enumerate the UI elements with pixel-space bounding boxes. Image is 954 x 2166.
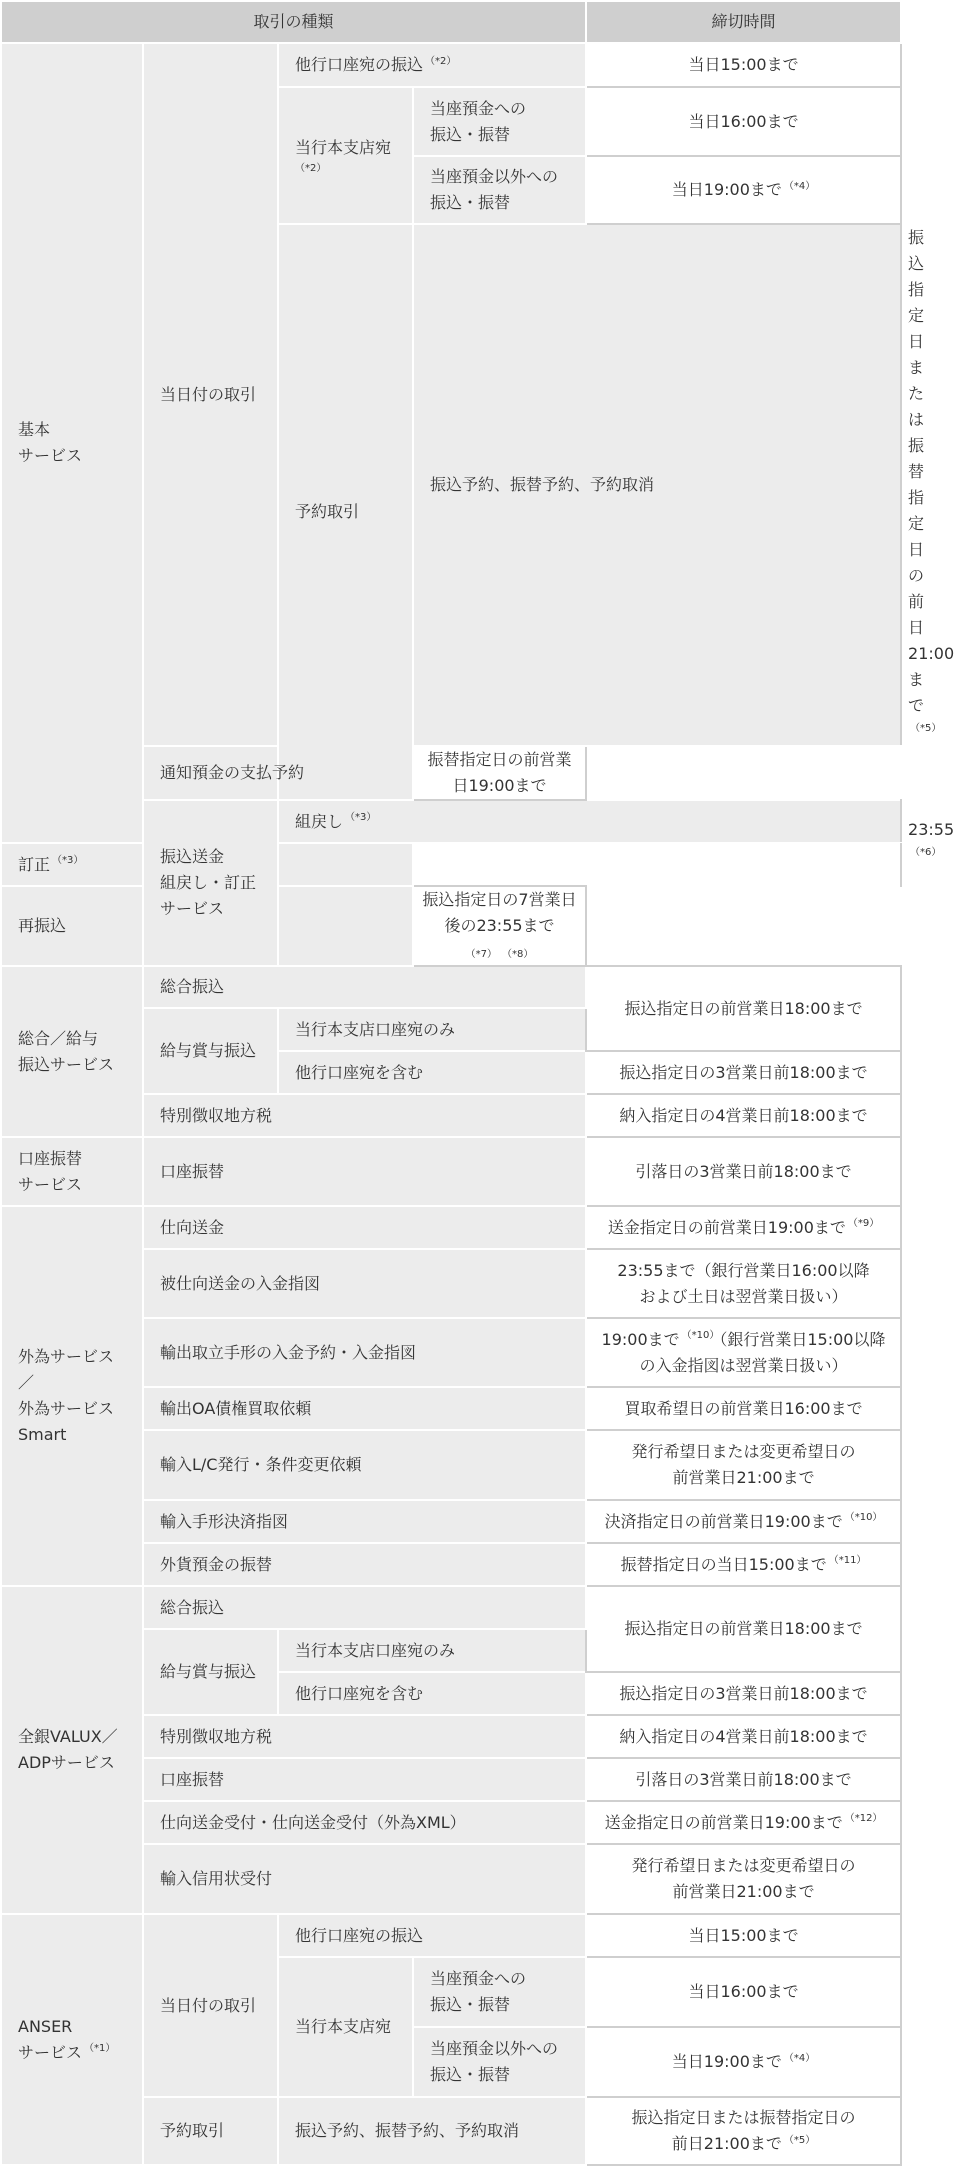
- table-row: [1, 1914, 901, 1957]
- item-koza: 口座振替: [143, 1758, 586, 1801]
- item-refurikomi: 再振込: [1, 886, 413, 966]
- service-gaitame: 外為サービス／ 外為サービス Smart: [1, 1206, 143, 1586]
- deadline-cell: 納入指定日の4営業日前18:00まで: [586, 1094, 901, 1137]
- table-row: [1, 1137, 901, 1206]
- deadline-cell: 振込指定日の7営業日後の23:55まで （*7） （*8）: [413, 886, 586, 966]
- deadline-cell: 当日15:00まで: [586, 43, 901, 87]
- deadline-cell: 振込指定日の3営業日前18:00まで: [586, 1672, 901, 1715]
- item-incl-other: 他行口座宛を含む: [278, 1051, 586, 1094]
- deadline-cell: 当日15:00まで: [586, 1914, 901, 1957]
- item-shimuke: 仕向送金: [143, 1206, 586, 1249]
- service-anser: ANSER サービス $^{(*1)}$: [1, 1914, 143, 2165]
- service-furikomi: 振込送金 組戻し・訂正 サービス: [143, 800, 278, 966]
- item-notice: 通知預金の支払予約: [143, 746, 413, 800]
- item-yunyu-tegata: 輸入手形決済指図: [143, 1500, 586, 1543]
- deadline-cell: 当日16:00まで: [586, 1957, 901, 2027]
- item-reserve: 振込予約、振替予約、予約取消: [278, 2097, 586, 2165]
- table-row: [1, 966, 901, 1008]
- item-sogo: 総合振込: [143, 1586, 586, 1629]
- item-own-only: 当行本支店口座宛のみ: [278, 1629, 586, 1672]
- item-kyuyo: 給与賞与振込: [143, 1008, 278, 1094]
- service-zengin: 全銀VALUX／ ADPサービス: [1, 1586, 143, 1914]
- item-own-branch: 当行本支店宛: [278, 1957, 413, 2097]
- deadline-cell: 送金指定日の前営業日19:00まで $^{(*9)}$: [586, 1206, 901, 1249]
- item-yushutsu-tegata: 輸出取立手形の入金予約・入金指図: [143, 1318, 586, 1387]
- item-lc: 輸入L/C発行・条件変更依頼: [143, 1430, 586, 1500]
- deadline-cell: 振替指定日の前営業日19:00まで: [413, 746, 586, 800]
- table-row: [1, 1206, 901, 1249]
- table-row: [1, 886, 901, 966]
- deadline-cell: 振込指定日または振替指定日の 前日21:00まで $^{(*5)}$: [586, 2097, 901, 2165]
- deadline-cell: 発行希望日または変更希望日の 前営業日21:00まで: [586, 1430, 901, 1500]
- item-sogo: 総合振込: [143, 966, 586, 1008]
- item-reserve: 振込予約、振替予約、予約取消: [413, 224, 901, 746]
- service-sogo: 総合／給与 振込サービス: [1, 966, 143, 1137]
- deadline-cell: 当日19:00まで $^{(*4)}$: [586, 156, 901, 224]
- column-header-type: 取引の種類: [1, 1, 586, 43]
- item-kumimodoshi: 組戻し $^{(*3)}$: [278, 800, 901, 843]
- item-gaika: 外貨預金の振替: [143, 1543, 586, 1586]
- item-own-only: 当行本支店口座宛のみ: [278, 1008, 586, 1051]
- item-other-bank: 他行口座宛の振込: [278, 1914, 586, 1957]
- item-own-branch: 当行本支店宛 （*2）: [278, 87, 413, 224]
- item-other-bank: 他行口座宛の振込 $^{(*2)}$: [278, 43, 586, 87]
- item-kyuyo: 給与賞与振込: [143, 1629, 278, 1715]
- category-reserve: 予約取引: [143, 2097, 278, 2165]
- deadline-cell: 振替指定日の当日15:00まで $^{(*11)}$: [586, 1543, 901, 1586]
- service-koza: 口座振替 サービス: [1, 1137, 143, 1206]
- table-row: [1, 43, 901, 87]
- deadline-cell: 引落日の3営業日前18:00まで: [586, 1758, 901, 1801]
- table-row: 予約取引 振込予約、振替予約、予約取消 振込指定日または振替指定日の 前日21:00まで$^{(*5)}$: [1, 224, 901, 746]
- item-tokubetsu: 特別徴収地方税: [143, 1094, 586, 1137]
- category-reserve: 予約取引: [278, 224, 413, 800]
- deadline-cell: 振込指定日の前営業日18:00まで: [586, 966, 901, 1051]
- deadline-cell: 当日19:00まで $^{(*4)}$: [586, 2027, 901, 2097]
- item-oa: 輸出OA債権買取依頼: [143, 1387, 586, 1430]
- deadline-cell: 納入指定日の4営業日前18:00まで: [586, 1715, 901, 1758]
- column-header-deadline: 締切時間: [586, 1, 901, 43]
- deadline-cell: 振込指定日の前営業日18:00まで: [586, 1586, 901, 1672]
- deadline-cell: 19:00まで $^{(*10)}$（銀行営業日15:00以降 の入金指図は翌営業日扱い）: [586, 1318, 901, 1387]
- deadline-cell: 振込指定日の3営業日前18:00まで: [586, 1051, 901, 1094]
- deadline-cell: 引落日の3営業日前18:00まで: [586, 1137, 901, 1206]
- item-not-current: 当座預金以外への 振込・振替: [413, 156, 586, 224]
- table-row: [1, 843, 901, 886]
- item-teisei: 訂正 $^{(*3)}$: [1, 843, 413, 886]
- item-tokubetsu: 特別徴収地方税: [143, 1715, 586, 1758]
- table-row: 振込送金 組戻し・訂正 サービス 組戻し $^{(*3)}$ $23:55^{(*6)}$: [1, 800, 901, 843]
- table-row: [1, 1586, 901, 1629]
- deadline-cell: 買取希望日の前営業日16:00まで: [586, 1387, 901, 1430]
- item-to-current: 当座預金への 振込・振替: [413, 1957, 586, 2027]
- deadline-cell: 送金指定日の前営業日19:00まで $^{(*12)}$: [586, 1801, 901, 1844]
- item-koza: 口座振替: [143, 1137, 586, 1206]
- item-not-current: 当座預金以外への 振込・振替: [413, 2027, 586, 2097]
- item-shimuke-xml: 仕向送金受付・仕向送金受付（外為XML）: [143, 1801, 586, 1844]
- deadline-cell: 当日16:00まで: [586, 87, 901, 156]
- deadline-cell: 決済指定日の前営業日19:00まで $^{(*10)}$: [586, 1500, 901, 1543]
- table-header-row: [1, 1, 901, 43]
- item-hishimuke: 被仕向送金の入金指図: [143, 1249, 586, 1318]
- service-kihon: 基本 サービス: [1, 43, 143, 843]
- item-to-current: 当座預金への 振込・振替: [413, 87, 586, 156]
- deadline-cell: 発行希望日または変更希望日の 前営業日21:00まで: [586, 1844, 901, 1914]
- item-incl-other: 他行口座宛を含む: [278, 1672, 586, 1715]
- category-sameday: 当日付の取引: [143, 43, 278, 746]
- deadline-cell: 23:55まで（銀行営業日16:00以降 および土日は翌営業日扱い）: [586, 1249, 901, 1318]
- item-yunyu-lc: 輸入信用状受付: [143, 1844, 586, 1914]
- category-sameday: 当日付の取引: [143, 1914, 278, 2097]
